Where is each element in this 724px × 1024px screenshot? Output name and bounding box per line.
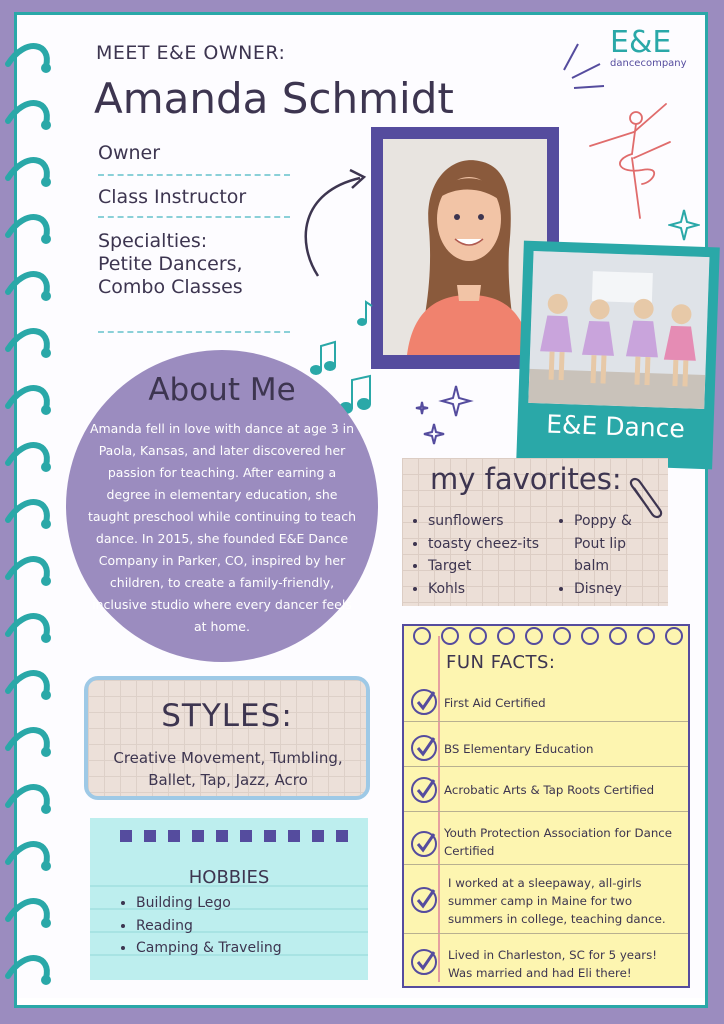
list-item: • Target bbox=[428, 555, 564, 578]
check-circle-icon bbox=[410, 886, 438, 914]
fact-text: Youth Protection Association for Dance Certified bbox=[444, 826, 673, 858]
about-title: About Me bbox=[148, 372, 296, 408]
curved-arrow-icon bbox=[296, 162, 372, 282]
fact-text: First Aid Certified bbox=[444, 696, 546, 710]
hobbies-title: HOBBIES bbox=[188, 867, 270, 888]
ballerina-icon bbox=[582, 98, 674, 224]
fact-text: Acrobatic Arts & Tap Roots Certified bbox=[444, 783, 655, 797]
list-item: • Kohls bbox=[428, 578, 564, 601]
styles-text: Creative Movement, Tumbling, Ballet, Tap, Jazz, Acro bbox=[113, 749, 343, 789]
page-bottom-edge bbox=[14, 998, 708, 1008]
styles-title: STYLES: bbox=[161, 698, 293, 734]
list-item: • Reading bbox=[136, 915, 282, 938]
hobbies-list bbox=[118, 892, 282, 960]
list-item: • Camping & Traveling bbox=[136, 937, 282, 960]
fact-text: I worked at a sleepaway, all-girls summer camp in Maine for two summers in college, teaching dance. bbox=[448, 876, 666, 926]
class-photo-frame bbox=[516, 241, 720, 470]
notebook-rings-icon bbox=[410, 624, 686, 654]
check-circle-icon bbox=[410, 830, 438, 858]
check-circle-icon bbox=[410, 948, 438, 976]
divider bbox=[98, 174, 290, 176]
photo-caption: E&E Dance bbox=[545, 409, 686, 444]
logo-text: dancecompany bbox=[610, 58, 687, 69]
role-owner: Owner bbox=[98, 142, 161, 164]
fun-facts-title: FUN FACTS: bbox=[446, 652, 556, 673]
favorites-list-2 bbox=[560, 510, 660, 600]
eyebrow-heading: MEET E&E OWNER: bbox=[96, 42, 286, 64]
specialties-line: Petite Dancers, bbox=[98, 253, 243, 275]
divider bbox=[98, 216, 290, 218]
list-item: • Building Lego bbox=[136, 892, 282, 915]
list-item: • sunflowers bbox=[428, 510, 564, 533]
role-instructor: Class Instructor bbox=[98, 186, 247, 208]
sparkles-icon bbox=[412, 380, 476, 452]
favorites-list-1 bbox=[414, 510, 564, 600]
logo-mark: E&E bbox=[610, 25, 672, 60]
list-item: • Disney bbox=[574, 578, 660, 601]
check-circle-icon bbox=[410, 776, 438, 804]
list-item: • toasty cheez-its bbox=[428, 533, 564, 556]
company-logo bbox=[610, 25, 704, 69]
list-item: • Poppy & Pout lip balm bbox=[574, 510, 660, 578]
check-circle-icon bbox=[410, 688, 438, 716]
check-circle-icon bbox=[410, 734, 438, 762]
owner-name: Amanda Schmidt bbox=[94, 74, 454, 123]
specialties-label: Specialties: bbox=[98, 230, 208, 252]
about-text: Amanda fell in love with dance at age 3 in Paola, Kansas, and later discovered her passion for teaching. After earning a degree in elementary education, she taught preschool while continuing to teach dance. In 2015, she founded E&E Dance Company in Parker, CO, inspired by her children, to create a family-friendly, inclusive studio where every dancer feels at home. bbox=[87, 421, 357, 634]
fact-text: Lived in Charleston, SC for 5 years! Was married and had Eli there! bbox=[448, 948, 658, 980]
spiral-binding-icon bbox=[0, 0, 60, 1024]
class-photo bbox=[528, 251, 709, 409]
divider bbox=[98, 331, 290, 333]
sparkle-icon bbox=[668, 208, 700, 242]
specialties-block bbox=[98, 230, 243, 299]
favorites-title: my favorites: bbox=[430, 462, 622, 496]
dancers-image bbox=[528, 251, 709, 409]
burst-lines-icon bbox=[558, 40, 610, 92]
specialties-line: Combo Classes bbox=[98, 276, 243, 298]
fact-text: BS Elementary Education bbox=[444, 742, 594, 756]
